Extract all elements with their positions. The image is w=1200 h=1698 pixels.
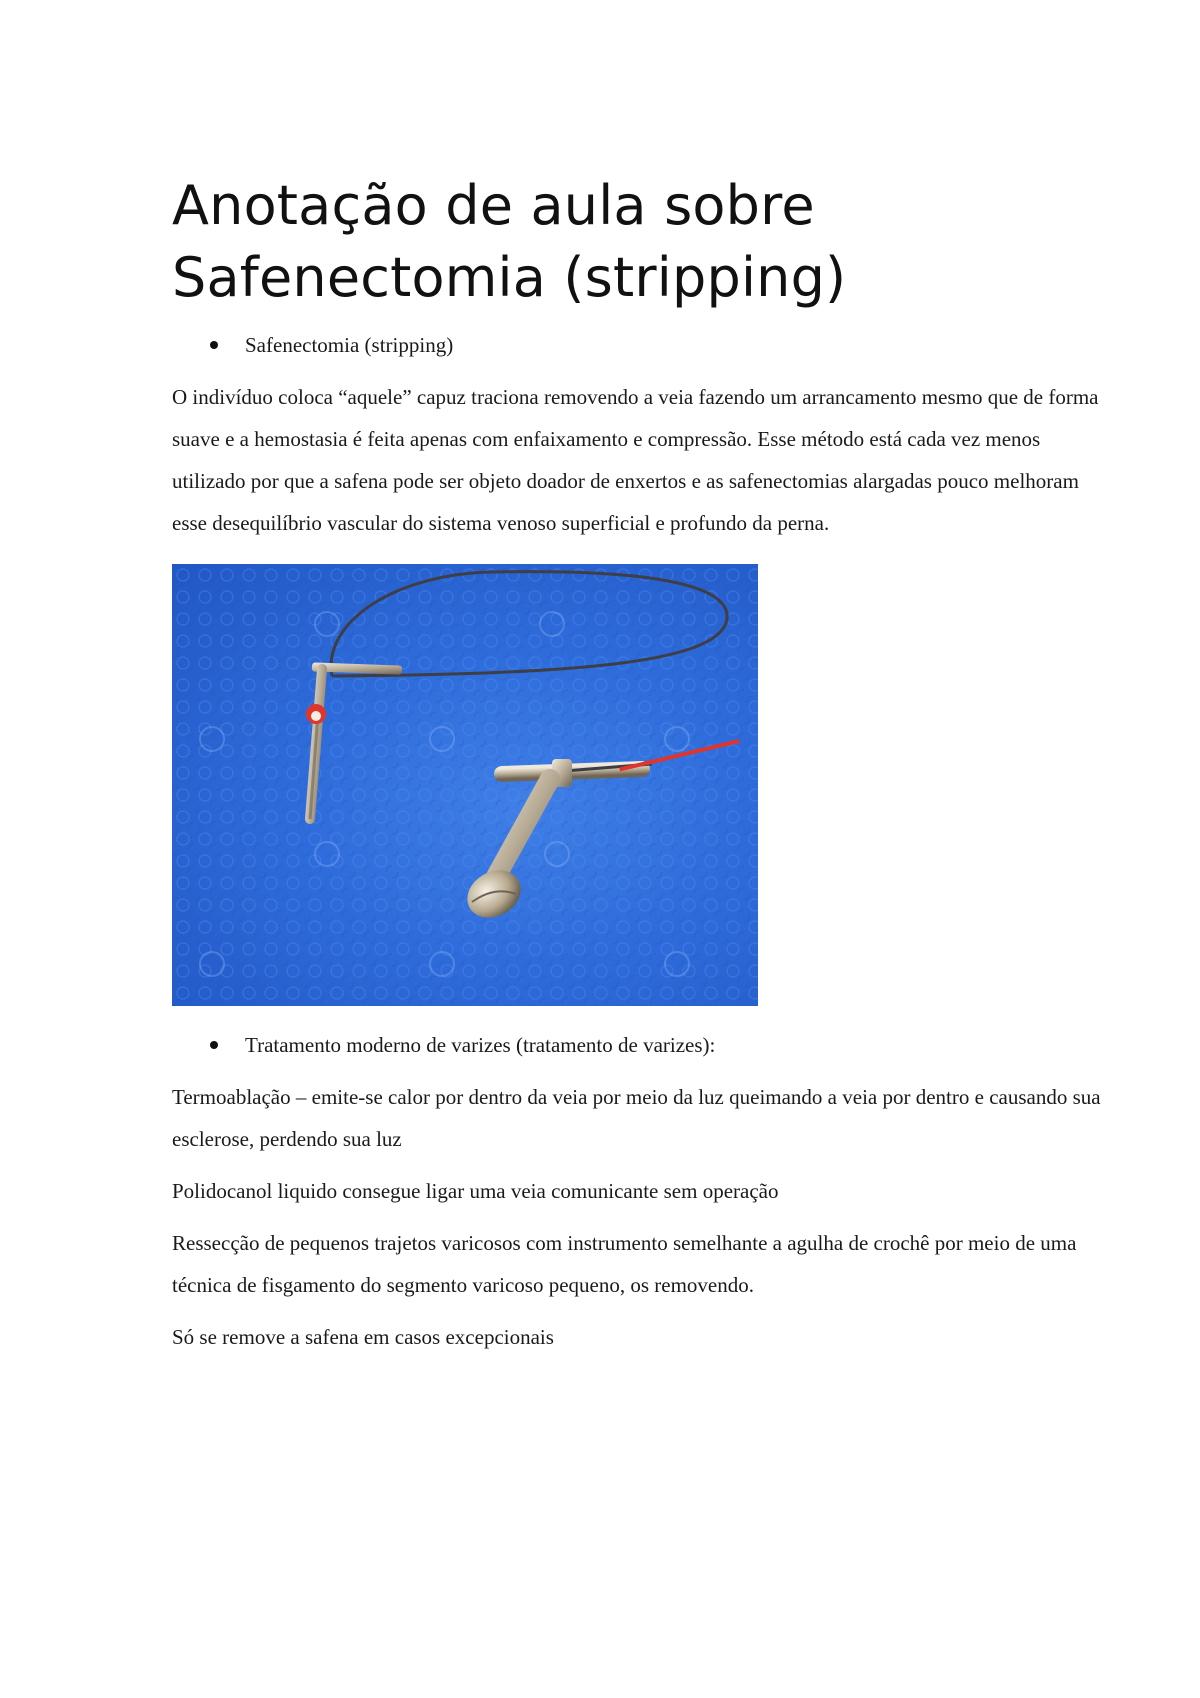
bullet-item-modern-treatment [172,1024,1102,1066]
stripping-instrument-illustration [172,564,758,1006]
bullet-dot-icon [210,1041,218,1049]
bullet-text: Safenectomia (stripping) [245,333,454,357]
paragraph-termoablation: Termoablação – emite-se calor por dentro da veia por meio da luz queimando a veia por dentro e causando sua esclerose, perdendo sua luz [172,1085,1101,1151]
document-page [172,170,1102,1358]
paragraph-exceptional-cases: Só se remove a safena em casos excepcionais [172,1325,554,1349]
bullet-item-stripping [172,324,1102,366]
paragraph-resection: Ressecção de pequenos trajetos varicosos com instrumento semelhante a agulha de crochê por meio de uma técnica de fisgamento do segmento varicoso pequeno, os removendo. [172,1231,1077,1297]
paragraph-stripping-description: O indivíduo coloca “aquele” capuz traciona removendo a veia fazendo um arrancamento mesmo que de forma suave e a hemostasia é feita apenas com enfaixamento e compressão. Esse método está cada vez menos utilizado por que a safena pode ser objeto doador de enxertos e as safenectomias alargadas pouco melhoram esse desequilíbrio vascular do sistema venoso superficial e profundo da perna. [172,385,1099,535]
paragraph-polidocanol: Polidocanol liquido consegue ligar uma veia comunicante sem operação [172,1179,779,1203]
page-title: Anotação de aula sobre Safenectomia (stripping) [172,174,847,309]
bullet-text: Tratamento moderno de varizes (tratamento de varizes): [245,1033,716,1057]
bullet-dot-icon [210,341,218,349]
stripping-instrument-photo [172,564,758,1006]
